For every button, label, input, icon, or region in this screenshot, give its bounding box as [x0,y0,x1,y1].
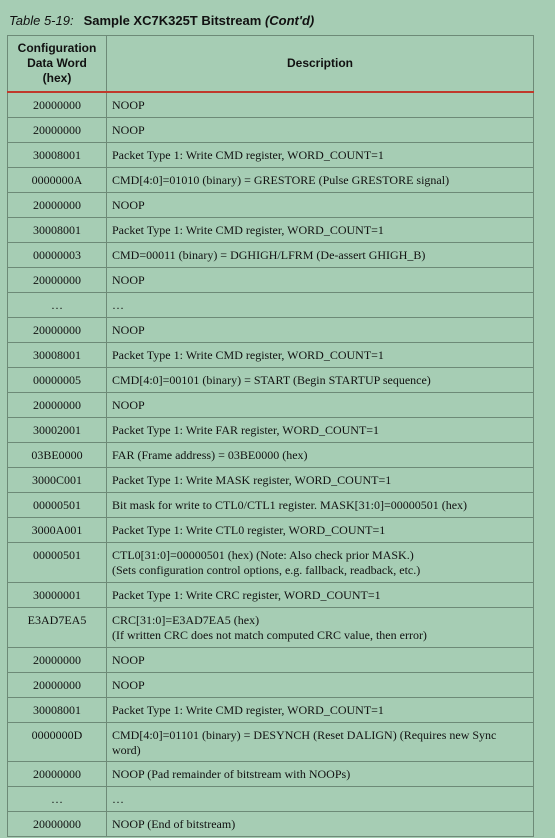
description-line: NOOP [112,398,145,412]
description-line: (If written CRC does not match computed CRC value, then error) [112,628,427,642]
description-line: CMD[4:0]=01010 (binary) = GRESTORE (Pulse GRESTORE signal) [112,173,450,187]
description-cell [107,393,534,418]
table-row [8,468,534,493]
config-data-word-cell: 00000003 [8,243,107,268]
config-data-word-cell: 20000000 [8,673,107,698]
config-data-word-cell: 30008001 [8,218,107,243]
table-row [8,293,534,318]
description-cell [107,493,534,518]
description-line: NOOP (End of bitstream) [112,817,236,831]
table-row [8,318,534,343]
description-line: FAR (Frame address) = 03BE0000 (hex) [112,448,308,462]
table-row [8,493,534,518]
table-row [8,543,534,583]
description-line: NOOP [112,323,145,337]
table-row [8,393,534,418]
config-data-word-cell: 20000000 [8,762,107,787]
config-data-word-cell: 30000001 [8,583,107,608]
config-data-word-cell: … [8,787,107,812]
header-description: Description [107,36,534,93]
config-data-word-cell: 20000000 [8,812,107,837]
config-data-word-cell: 20000000 [8,393,107,418]
description-line: CTL0[31:0]=00000501 (hex) (Note: Also check prior MASK.) [112,548,414,562]
table-row [8,243,534,268]
description-cell [107,343,534,368]
config-data-word-cell: 20000000 [8,318,107,343]
table-row [8,92,534,118]
description-line: Packet Type 1: Write CMD register, WORD_COUNT=1 [112,703,384,717]
table-row [8,812,534,837]
description-cell [107,92,534,118]
config-data-word-cell: 20000000 [8,648,107,673]
config-data-word-cell: 3000A001 [8,518,107,543]
table-row [8,698,534,723]
description-cell [107,518,534,543]
table-row [8,443,534,468]
config-data-word-cell: 20000000 [8,118,107,143]
table-header-row [8,36,534,93]
description-cell [107,468,534,493]
table-row [8,418,534,443]
table-row [8,608,534,648]
table-row [8,787,534,812]
description-cell [107,218,534,243]
table-row [8,648,534,673]
config-data-word-cell: 20000000 [8,193,107,218]
config-data-word-cell: 3000C001 [8,468,107,493]
table-title-text: Sample XC7K325T Bitstream [83,13,262,28]
description-cell [107,268,534,293]
description-line: NOOP [112,653,145,667]
table-title [84,13,315,28]
table-row [8,168,534,193]
config-data-word-cell: 00000501 [8,493,107,518]
table-caption [9,13,314,28]
description-line: … [112,792,124,806]
config-data-word-cell: … [8,293,107,318]
table-title-cont: (Cont'd) [264,13,315,28]
table-row [8,368,534,393]
config-data-word-cell: E3AD7EA5 [8,608,107,648]
header-col1-line-3: (hex) [42,71,72,85]
config-data-word-cell: 20000000 [8,92,107,118]
table-row [8,268,534,293]
config-data-word-cell: 30008001 [8,143,107,168]
config-data-word-cell: 30008001 [8,343,107,368]
config-data-word-cell: 0000000A [8,168,107,193]
description-cell [107,673,534,698]
description-line: CMD=00011 (binary) = DGHIGH/LFRM (De-assert GHIGH_B) [112,248,426,262]
description-cell [107,648,534,673]
description-line: Packet Type 1: Write CMD register, WORD_COUNT=1 [112,348,384,362]
description-line: CMD[4:0]=01101 (binary) = DESYNCH (Reset DALIGN) (Requires new Sync word) [112,728,497,757]
description-cell [107,318,534,343]
description-line: CMD[4:0]=00101 (binary) = START (Begin STARTUP sequence) [112,373,431,387]
description-cell [107,243,534,268]
header-col1-line-1: Configuration [17,41,97,55]
description-cell [107,443,534,468]
description-line: NOOP [112,678,145,692]
table-row [8,723,534,762]
description-cell [107,143,534,168]
description-cell [107,583,534,608]
description-line: Packet Type 1: Write MASK register, WORD_COUNT=1 [112,473,392,487]
description-line: CRC[31:0]=E3AD7EA5 (hex) [112,613,260,627]
description-line: NOOP [112,123,145,137]
description-cell [107,418,534,443]
description-line: (Sets configuration control options, e.g. fallback, readback, etc.) [112,563,421,577]
table-body [8,92,534,837]
description-line: NOOP [112,273,145,287]
description-cell [107,543,534,583]
description-line: Bit mask for write to CTL0/CTL1 register. MASK[31:0]=00000501 (hex) [112,498,468,512]
description-line: Packet Type 1: Write CTL0 register, WORD_COUNT=1 [112,523,386,537]
description-line: Packet Type 1: Write CMD register, WORD_COUNT=1 [112,148,384,162]
config-data-word-cell: 00000501 [8,543,107,583]
description-cell [107,723,534,762]
description-cell [107,608,534,648]
description-cell [107,368,534,393]
description-line: NOOP [112,198,145,212]
table-number: Table 5-19: [9,13,74,28]
table-row [8,343,534,368]
description-line: Packet Type 1: Write FAR register, WORD_COUNT=1 [112,423,380,437]
description-cell [107,293,534,318]
table-row [8,118,534,143]
description-line: Packet Type 1: Write CMD register, WORD_COUNT=1 [112,223,384,237]
header-col1-line-2: Data Word [27,56,87,70]
description-line: NOOP [112,98,145,112]
description-cell [107,698,534,723]
bitstream-table [7,35,534,837]
header-config-data-word [8,36,107,93]
table-row [8,218,534,243]
description-cell [107,168,534,193]
description-cell [107,787,534,812]
config-data-word-cell: 30008001 [8,698,107,723]
config-data-word-cell: 03BE0000 [8,443,107,468]
table-row [8,673,534,698]
description-cell [107,118,534,143]
table-row [8,518,534,543]
config-data-word-cell: 20000000 [8,268,107,293]
config-data-word-cell: 0000000D [8,723,107,762]
description-line: Packet Type 1: Write CRC register, WORD_COUNT=1 [112,588,381,602]
description-line: NOOP (Pad remainder of bitstream with NOOPs) [112,767,351,781]
description-cell [107,762,534,787]
description-cell [107,812,534,837]
config-data-word-cell: 00000005 [8,368,107,393]
table-row [8,193,534,218]
description-line: … [112,298,124,312]
table-row [8,143,534,168]
config-data-word-cell: 30002001 [8,418,107,443]
description-cell [107,193,534,218]
table-row [8,583,534,608]
table-row [8,762,534,787]
